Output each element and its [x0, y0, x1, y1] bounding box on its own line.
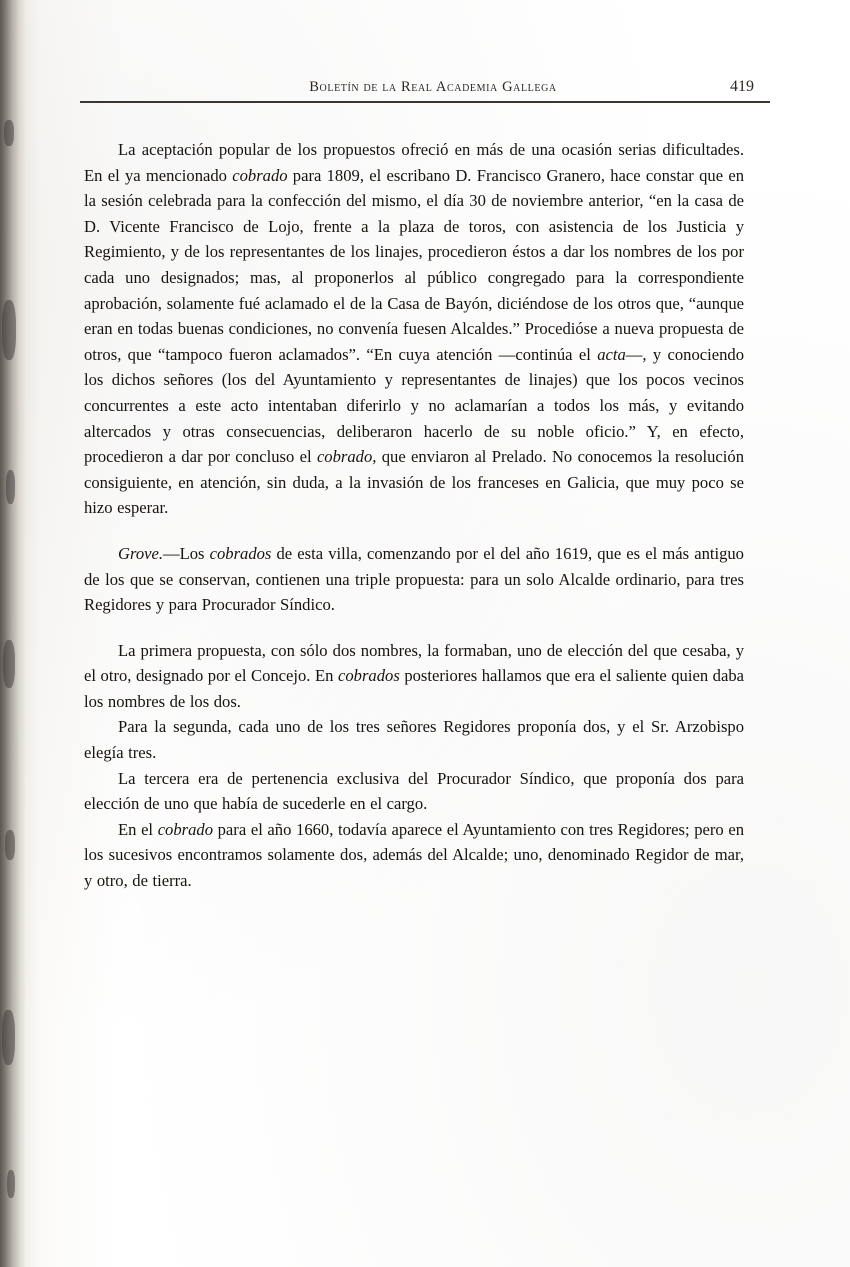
page-number: 419 [730, 78, 754, 95]
header-rule [80, 101, 770, 103]
running-head-title: Boletín de la Real Academia Gallega [309, 79, 557, 95]
paragraph-2: Grove.—Los cobrados de esta villa, comenzando por el del año 1619, que es el más antiguo de los que se conservan, contienen una triple propuesta: para un solo Alcalde ordinario, para tres Regidores y para Procurador Síndico. [84, 543, 744, 615]
body-text-column [84, 137, 744, 894]
running-head [96, 78, 754, 96]
paragraph-1: La aceptación popular de los propuestos ofreció en más de una ocasión serias dificultades. En el ya mencionado cobrado para 1809, el escribano D. Francisco Granero, hace constar que en la sesión celebrada para la confección del mismo, el día 30 de noviembre anterior, “en la casa de D. Vicente Francisco de Lojo, frente a la plaza de toros, con asistencia de los Justicia y Regimiento, y de los representantes de los linajes, procedieron éstos a dar los nombres de los por cada uno designados; mas, al proponerlos al público congregado para la correspondiente aprobación, solamente fué aclamado el de la Casa de Bayón, diciéndose de los otros que, “aunque eran en todas buenas condiciones, no convenía fuesen Alcaldes.” Procedióse a nueva propuesta de otros, que “tampoco fueron aclamados”. “En cuya atención —continúa el acta—, y conociendo los dichos señores (los del Ayuntamiento y representantes de linajes) que los pocos vecinos concurrentes a este acto intentaban diferirlo y no aclamarían a todos los más, y evitando altercados y otras consecuencias, deliberaron hacerlo de su noble oficio.” Y, en efecto, procedieron a dar por concluso el cobrado, que enviaron al Prelado. No conocemos la resolución consiguiente, en atención, sin duda, a la invasión de los franceses en Galicia, que muy poco se hizo esperar. [84, 140, 745, 518]
paragraph-5: La tercera era de pertenencia exclusiva del Procurador Síndico, que proponía dos para elección de uno que había de sucederle en el cargo. [84, 768, 744, 814]
paragraph-3: La primera propuesta, con sólo dos nombres, la formaban, uno de elección del que cesaba, y el otro, designado por el Concejo. En cobrados posteriores hallamos que era el saliente quien daba los nombres de los dos. [84, 640, 745, 711]
paragraph-4: Para la segunda, cada uno de los tres señores Regidores proponía dos, y el Sr. Arzobispo elegía tres. [84, 717, 744, 763]
paragraph-6: En el cobrado para el año 1660, todavía aparece el Ayuntamiento con tres Regidores; pero en los sucesivos encontramos solamente dos, además del Alcalde; uno, denominado Regidor de mar, y otro, de tierra. [84, 819, 744, 891]
